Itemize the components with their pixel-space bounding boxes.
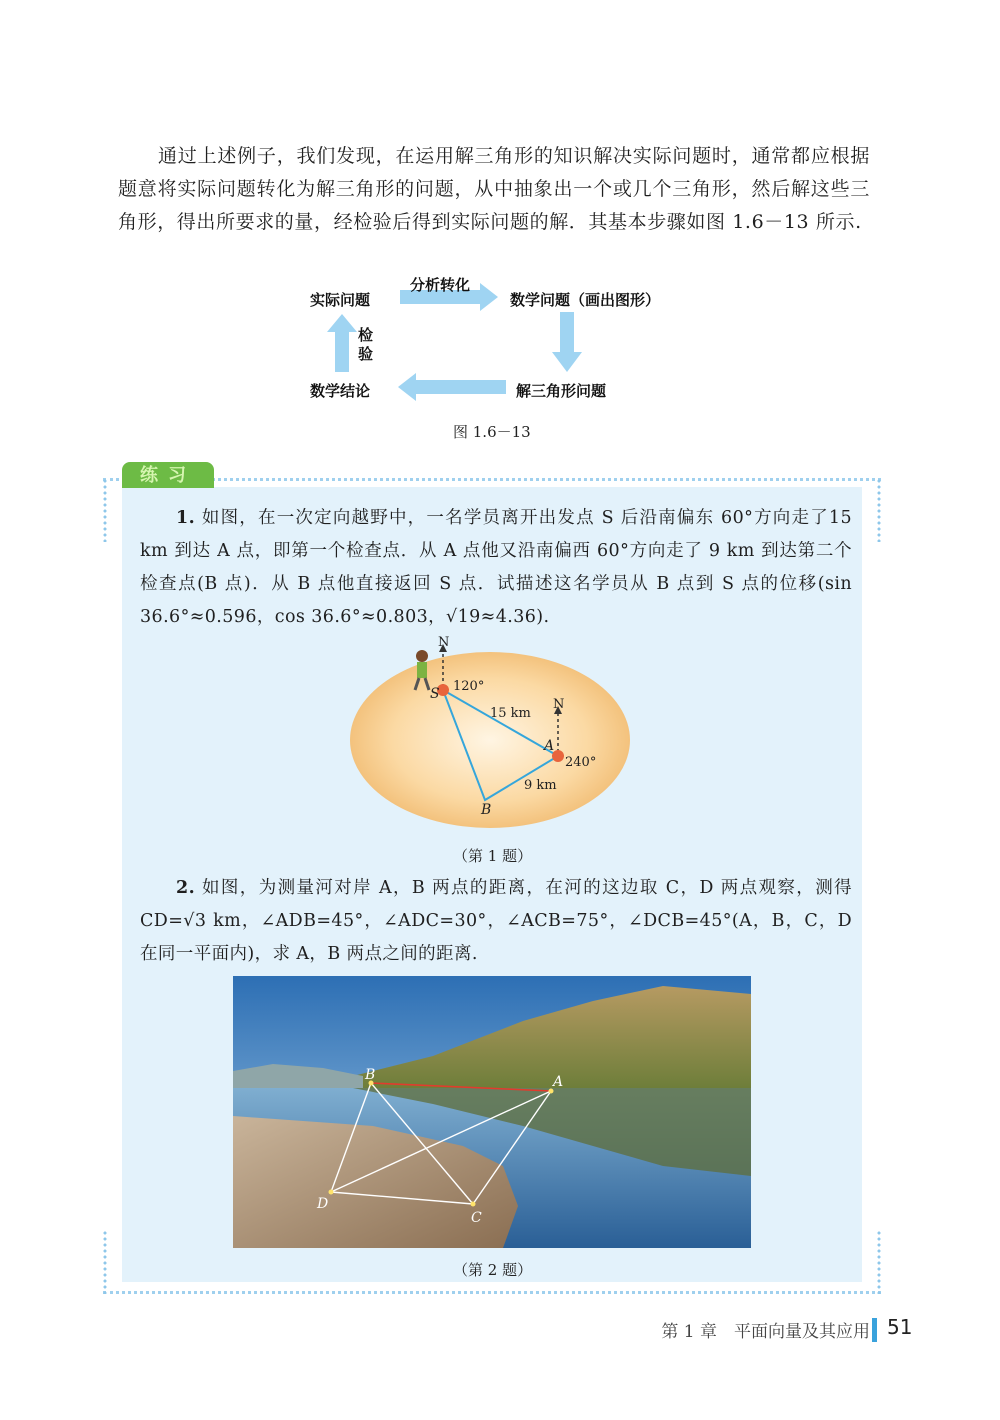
figure-2-caption: （第 2 题） xyxy=(453,1261,533,1279)
footer-chapter: 第 1 章 平面向量及其应用 xyxy=(661,1322,870,1342)
node-real-problem: 实际问题 xyxy=(310,291,371,309)
problem-1 xyxy=(140,502,852,634)
problem-1-text: 如图，在一次定向越野中，一名学员离开出发点 S 后沿南偏东 60°方向走了15 km 到达 A 点，即第一个检查点．从 A 点他又沿南偏西 60°方向走了 9 km 到达第二个检查点(B 点)．从 B 点他直接返回 S 点．试描述这名学员从 B 点到 S 点的位移(sin 36.6°≈0.596，cos 36.6°≈0.803，√19≈4.36). xyxy=(140,508,852,627)
angle-a-label: 240° xyxy=(565,755,597,770)
photo-label-d: D xyxy=(317,1196,329,1212)
dist-sa-label: 15 km xyxy=(490,706,531,721)
figure-2-photo xyxy=(233,976,751,1248)
footer-accent-bar xyxy=(872,1318,877,1342)
edge-check-label-1: 检 xyxy=(358,326,374,344)
problem-1-number: 1. xyxy=(176,508,196,528)
label-b: B xyxy=(481,802,492,818)
left-bottom-dots xyxy=(103,1230,107,1294)
label-a: A xyxy=(544,738,555,754)
edge-check-label-2: 验 xyxy=(358,345,374,363)
angle-s-label: 120° xyxy=(453,679,485,694)
node-solve-triangle: 解三角形问题 xyxy=(516,382,607,400)
page-number: 51 xyxy=(887,1315,913,1339)
right-bottom-dots xyxy=(877,1230,881,1294)
exercise-tab: 练习 xyxy=(122,462,214,488)
edge-analyze-label: 分析转化 xyxy=(410,276,471,294)
node-math-problem: 数学问题（画出图形） xyxy=(510,291,661,309)
flowchart-caption: 图 1.6－13 xyxy=(453,423,531,441)
label-n1: N xyxy=(438,635,450,650)
problem-2-text: 如图，为测量河对岸 A，B 两点的距离，在河的这边取 C，D 两点观察，测得 CD=√3 km，∠ADB=45°，∠ADC=30°，∠ACB=75°，∠DCB=45°(A，B，C，D 在同一平面内)，求 A，B 两点之间的距离. xyxy=(140,878,852,964)
photo-label-b: B xyxy=(365,1067,376,1083)
left-top-dots xyxy=(103,478,107,542)
problem-2-number: 2. xyxy=(176,878,196,898)
label-s: S xyxy=(430,686,440,702)
dist-ab-label: 9 km xyxy=(524,778,557,793)
label-n2: N xyxy=(553,697,565,712)
photo-label-a: A xyxy=(553,1074,564,1090)
intro-paragraph: 通过上述例子，我们发现，在运用解三角形的知识解决实际问题时，通常都应根据题意将实际问题转化为解三角形的问题，从中抽象出一个或几个三角形，然后解这些三角形，得出所要求的量，经检验后得到实际问题的解．其基本步骤如图 1.6－13 所示. xyxy=(118,145,870,233)
figure-1 xyxy=(350,632,640,832)
photo-label-c: C xyxy=(471,1210,482,1226)
problem-2 xyxy=(140,872,852,971)
arrow-left xyxy=(398,373,506,401)
arrow-up xyxy=(327,314,357,372)
node-math-conclusion: 数学结论 xyxy=(310,382,371,400)
arrow-down xyxy=(552,312,582,372)
right-top-dots xyxy=(877,478,881,542)
figure-1-caption: （第 1 题） xyxy=(453,847,533,865)
